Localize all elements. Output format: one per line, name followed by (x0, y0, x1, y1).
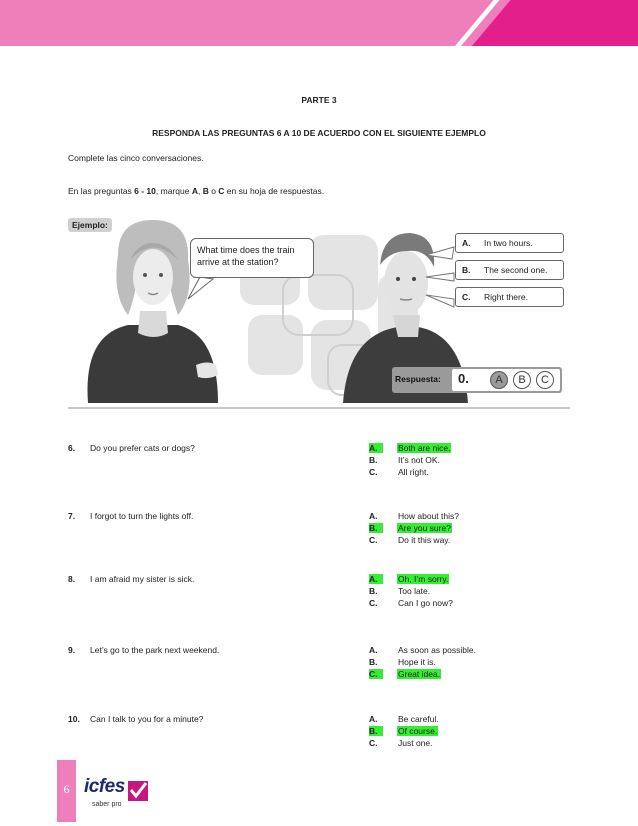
intro-mid: , marque (155, 186, 192, 196)
option-text: Be careful. (398, 714, 439, 724)
option-text: It’s not OK. (398, 455, 440, 465)
instructions-title: RESPONDA LAS PREGUNTAS 6 A 10 DE ACUERDO CON EL SIGUIENTE EJEMPLO (152, 128, 486, 138)
intro-line-2 (68, 186, 324, 196)
question-number: 7. (68, 511, 76, 521)
option-letter: C. (369, 738, 378, 748)
question-text: Can I talk to you for a minute? (90, 714, 204, 724)
question-number: 9. (68, 645, 76, 655)
intro-sep: , (197, 186, 203, 196)
example-option-letter: C. (462, 292, 471, 302)
part-title: PARTE 3 (301, 95, 337, 105)
option-letter: A. (369, 443, 383, 453)
checkmark-logo-icon (127, 780, 149, 802)
page-number-tab (57, 760, 76, 822)
intro-letter-a: A (191, 186, 198, 196)
option-letter: A. (369, 511, 378, 521)
intro-letter-c: C (218, 186, 225, 196)
section-divider (68, 407, 570, 409)
option-text: Great idea. (398, 669, 441, 679)
logo-subtitle: saber pro (92, 801, 122, 808)
intro-range: 6 - 10 (134, 186, 156, 196)
answer-bubble-a: A (490, 371, 508, 389)
answer-number: 0. (458, 371, 469, 386)
question-number: 6. (68, 443, 76, 453)
option-letter: C. (369, 598, 378, 608)
answer-bubble-b: B (513, 371, 531, 389)
example-option-b (455, 260, 564, 280)
option-letter: A. (369, 574, 383, 584)
option-text: All right. (398, 467, 429, 477)
example-option-letter: A. (462, 238, 471, 248)
example-question-line-2: arrive at the station? (197, 257, 279, 267)
option-letter: B. (369, 523, 383, 533)
icfes-logo-text: icfes (84, 776, 125, 797)
question-number: 8. (68, 574, 76, 584)
option-letter: B. (369, 455, 378, 465)
option-letter: B. (369, 726, 383, 736)
question-text: I am afraid my sister is sick. (90, 574, 195, 584)
example-tag: Ejemplo: (68, 218, 112, 232)
intro-or: o (208, 186, 219, 196)
option-text: Both are nice. (398, 443, 451, 453)
header-bar (0, 0, 638, 46)
option-text: As soon as possible. (398, 645, 476, 655)
option-letter: B. (369, 586, 378, 596)
example-question-bubble (190, 238, 314, 278)
option-letter: B. (369, 657, 378, 667)
example-question-line-1: What time does the train (197, 245, 295, 255)
option-letter: C. (369, 535, 378, 545)
example-option-text: The second one. (484, 265, 548, 275)
option-text: How about this? (398, 511, 459, 521)
question-text: Let’s go to the park next weekend. (90, 645, 220, 655)
option-text: Hope it is. (398, 657, 436, 667)
example-option-a (455, 233, 564, 253)
intro-suffix: en su hoja de respuestas. (224, 186, 325, 196)
answer-label: Respuesta: (395, 374, 441, 384)
intro-line-1: Complete las cinco conversaciones. (68, 153, 204, 163)
example-option-letter: B. (462, 265, 471, 275)
question-text: Do you prefer cats or dogs? (90, 443, 195, 453)
page-number: 6 (63, 782, 70, 796)
question-text: I forgot to turn the lights off. (90, 511, 194, 521)
header-accent (472, 0, 638, 46)
option-text: Just one. (398, 738, 433, 748)
option-letter: C. (369, 669, 383, 679)
answer-bubble-c: C (536, 371, 554, 389)
question-number: 10. (68, 714, 80, 724)
option-letter: A. (369, 645, 378, 655)
example-option-c (455, 287, 564, 307)
option-text: Are you sure? (398, 523, 451, 533)
example-option-text: Right there. (484, 292, 528, 302)
intro-letter-b: B (202, 186, 209, 196)
option-text: Can I go now? (398, 598, 453, 608)
example-option-text: In two hours. (484, 238, 533, 248)
option-text: Do it this way. (398, 535, 451, 545)
option-letter: C. (369, 467, 378, 477)
option-text: Oh, I’m sorry. (398, 574, 449, 584)
intro-prefix: En las preguntas (68, 186, 135, 196)
option-text: Of course. (398, 726, 438, 736)
option-text: Too late. (398, 586, 431, 596)
option-letter: A. (369, 714, 378, 724)
